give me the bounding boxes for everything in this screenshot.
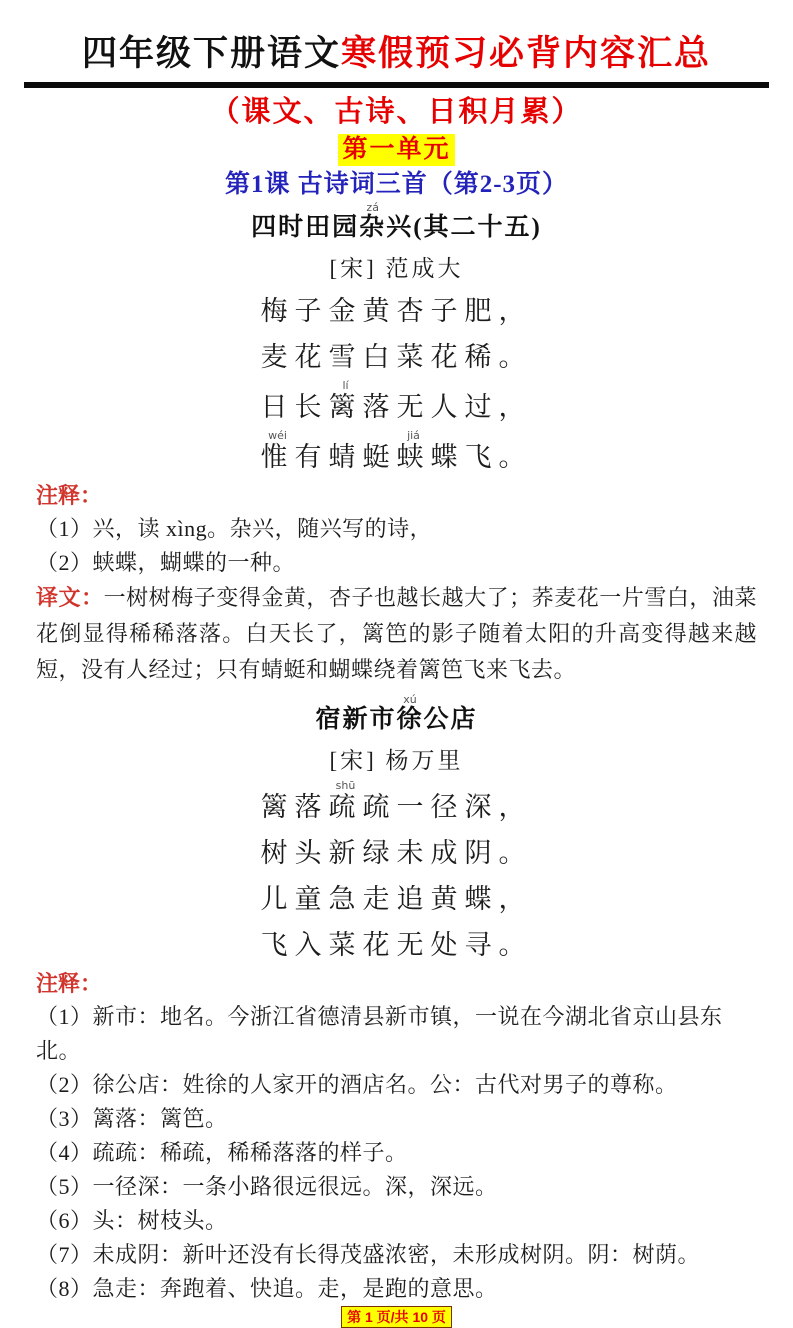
poem-1-translation [36, 580, 757, 688]
poem-1 [36, 202, 757, 480]
page-title-red-part: 寒假预习必背内容汇总 [341, 34, 712, 73]
poem-2-line-1: 篱落疏shū疏一径深， [260, 779, 533, 822]
unit-badge: 第一单元 [338, 134, 454, 166]
note-item: （1）新市：地名。今浙江省德清县新市镇，一说在今湖北省京山县东北。 [36, 1004, 723, 1063]
poem-2-author: [宋] 杨万里 [329, 748, 464, 773]
poem-2-title: 宿新市徐xú公店 [315, 693, 478, 733]
note-item: （6）头：树枝头。 [36, 1208, 228, 1233]
poem-1-line-4: 惟wéi有蜻蜓蛱jiá蝶飞。 [260, 429, 533, 472]
poem-2-notes [36, 968, 757, 1306]
note-item: （5）一径深：一条小路很远很远。深，深远。 [36, 1174, 498, 1199]
poem-2 [36, 694, 757, 968]
title-double-rule [24, 82, 769, 88]
translation-text: 一树树梅子变得金黄，杏子也越长越大了；荞麦花一片雪白，油菜花倒显得稀稀落落。白天长了，篱笆的影子随着太阳的升高变得越来越短，没有人经过；只有蜻蜓和蝴蝶绕着篱笆飞来飞去。 [36, 585, 757, 682]
note-item: （2）徐公店：姓徐的人家开的酒店名。公：古代对男子的尊称。 [36, 1072, 678, 1097]
subtitle: （课文、古诗、日积月累） [210, 96, 583, 128]
poem-2-line-4: 飞入菜花无处寻。 [260, 930, 533, 960]
notes-label: 注释： [36, 483, 103, 508]
translation-label: 译文： [36, 585, 104, 610]
note-item: （8）急走：奔跑着、快追。走，是跑的意思。 [36, 1276, 498, 1301]
poem-1-notes [36, 480, 757, 688]
note-item: （2）蛱蝶，蝴蝶的一种。 [36, 550, 296, 575]
poem-1-line-1: 梅子金黄杏子肥， [260, 296, 533, 326]
page-title [36, 30, 757, 78]
note-item: （3）篱落：篱笆。 [36, 1106, 228, 1131]
poem-1-author: [宋] 范成大 [329, 256, 464, 281]
lesson-heading: 第1课 古诗词三首（第2-3页） [224, 171, 569, 198]
notes-label: 注释： [36, 971, 103, 996]
poem-2-line-2: 树头新绿未成阴。 [260, 838, 533, 868]
poem-1-line-2: 麦花雪白菜花稀。 [260, 342, 533, 372]
page-title-black-part: 四年级下册语文 [81, 34, 341, 73]
page-number-badge: 第 1 页/共 10 页 [341, 1306, 452, 1328]
note-item: （7）未成阴：新叶还没有长得茂盛浓密，未形成树阴。阴：树荫。 [36, 1242, 701, 1267]
poem-1-line-3: 日长篱lí落无人过， [260, 379, 533, 422]
poem-2-line-3: 儿童急走追黄蝶， [260, 884, 533, 914]
note-item: （4）疏疏：稀疏，稀稀落落的样子。 [36, 1140, 408, 1165]
note-item: （1）兴，读 xìng。杂兴，随兴写的诗， [36, 516, 433, 541]
poem-1-title: 四时田园杂zá兴(其二十五) [251, 201, 542, 241]
